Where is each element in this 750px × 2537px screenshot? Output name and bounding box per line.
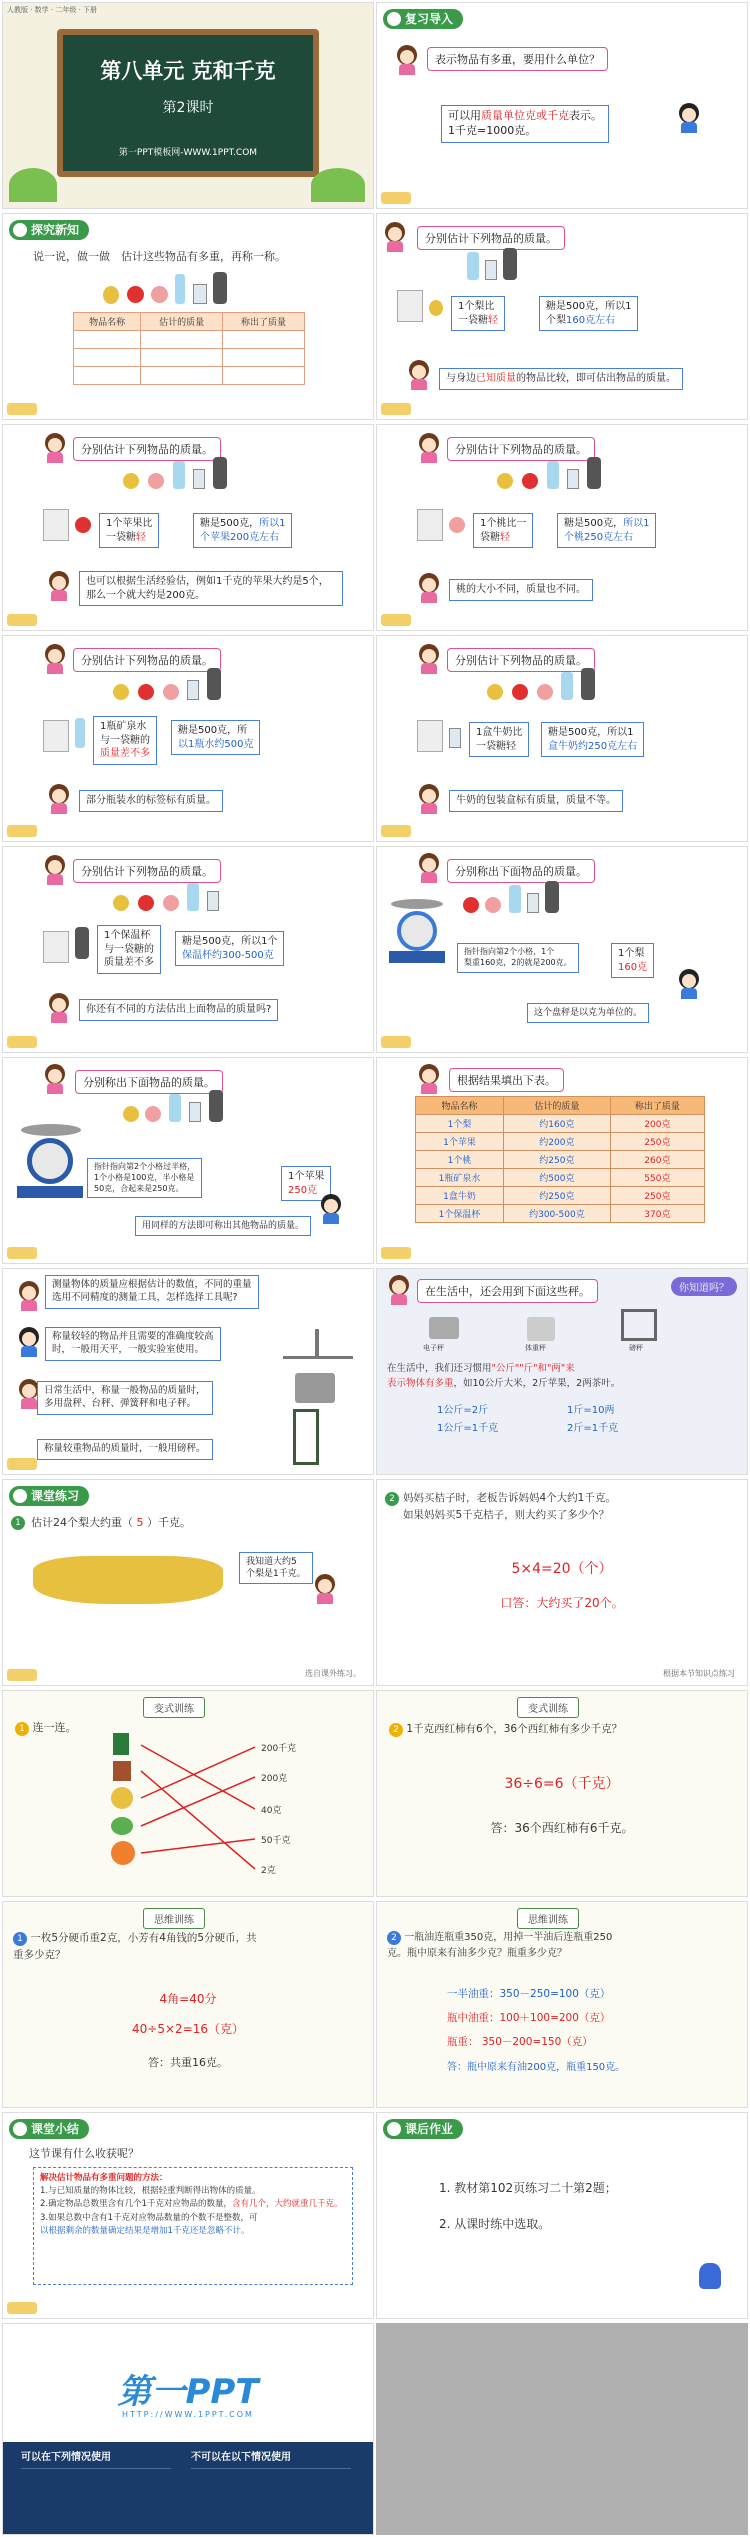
pear-icon — [113, 895, 129, 911]
page-title: 第八单元 克和千克 — [100, 59, 276, 83]
book-decoration — [381, 1036, 411, 1048]
result-box: 糖是500克，所 以1瓶水约500克 — [171, 720, 260, 755]
scale-label: 电子秤 — [423, 1344, 444, 1352]
slide-practice-1 — [2, 1479, 374, 1686]
girl-avatar — [417, 853, 441, 883]
girl-avatar — [47, 993, 71, 1023]
milk-box-icon — [485, 260, 497, 280]
book-decoration — [7, 1669, 37, 1681]
logo: 第一PPT — [117, 2372, 259, 2412]
milk-box-icon — [567, 469, 579, 489]
answer-box: 可以用质量单位克或千克表示。 1千克=1000克。 — [441, 105, 609, 143]
pear-icon — [113, 684, 129, 700]
slide-tools — [2, 1268, 374, 1475]
girl-avatar — [417, 433, 441, 463]
homework-2: 2. 从课时练中选取。 — [439, 2217, 551, 2231]
water-bottle-icon — [169, 1094, 181, 1122]
girl-avatar — [17, 1281, 41, 1311]
pear-icon — [123, 1106, 139, 1122]
character-decoration — [699, 2263, 721, 2289]
slide-estimate-pear — [376, 213, 748, 420]
peach-icon — [163, 684, 179, 700]
section-header: 复习导入 — [383, 9, 463, 29]
equation: 36÷6=6（千克） — [504, 1776, 620, 1792]
water-bottle-icon — [547, 461, 559, 489]
thinking-tag: 思维训练 — [517, 1908, 579, 1929]
tip-bubble: 分别估计下列物品的质量。 — [73, 648, 221, 672]
answer: 答：瓶中原来有油200克，瓶重150克。 — [447, 2062, 626, 2073]
thermos-icon — [587, 457, 601, 489]
pear-icon — [103, 286, 119, 304]
girl-avatar — [43, 644, 67, 674]
site-name: 第一PPT模板网-WWW.1PPT.COM — [118, 148, 258, 158]
equation-3: 瓶重： 350－200=150（克） — [447, 2036, 593, 2048]
tip-bubble: 在生活中，还会用到下面这些秤。 — [417, 1279, 598, 1303]
equation-2: 瓶中油重：100＋100=200（克） — [447, 2012, 611, 2024]
apple-icon — [512, 684, 528, 700]
table-row: 1盒牛奶 约250克 250克 — [416, 1187, 705, 1205]
thermos-icon — [581, 668, 595, 700]
scale-base — [17, 1186, 83, 1198]
girl-avatar — [395, 45, 419, 75]
thermos-icon — [209, 1090, 223, 1122]
section-header: 探究新知 — [9, 220, 89, 240]
milk-box-icon — [527, 893, 539, 913]
girl-avatar — [43, 433, 67, 463]
conversion-4: 2斤=1千克 — [567, 1423, 619, 1434]
slide-weigh-pear — [376, 846, 748, 1053]
note-box: 用同样的方法即可称出其他物品的质量。 — [135, 1216, 311, 1236]
note-box: 与身边已知质量的物品比较，即可估出物品的质量。 — [439, 368, 683, 390]
allowed-list — [21, 2468, 171, 2528]
book-decoration — [7, 1036, 37, 1048]
water-bottle-icon — [467, 252, 479, 280]
sugar-bag-icon — [43, 720, 69, 752]
match-option: 40克 — [261, 1806, 282, 1816]
pear-icon — [497, 473, 513, 489]
girl-avatar — [407, 360, 431, 390]
result-box: 1个苹果 250克 — [281, 1166, 331, 1201]
question-number: 2 — [385, 1492, 399, 1506]
book-decoration — [7, 614, 37, 626]
slide-thinking-2 — [376, 1901, 748, 2108]
table-row: 1个苹果 约200克 250克 — [416, 1133, 705, 1151]
milk-box-icon — [207, 891, 219, 911]
book-decoration — [381, 192, 411, 204]
girl-avatar — [417, 573, 441, 603]
water-bottle-icon — [509, 885, 521, 913]
tip-bubble: 分别估计下列物品的质量。 — [417, 226, 565, 250]
slide-estimate-peach — [376, 424, 748, 631]
tip-bubble: 分别估计下列物品的质量。 — [447, 437, 595, 461]
disallowed-list — [191, 2468, 351, 2528]
edition-badge: 人教版 · 数学 · 二年级 · 下册 — [7, 6, 98, 14]
question-text: 妈妈买桔子时，老板告诉妈妈4个大约1千克。 如果妈妈买5千克桔子，则大约买了多少个？ — [403, 1492, 616, 1521]
section-header: 课后作业 — [383, 2119, 463, 2139]
girl-avatar — [383, 222, 407, 252]
table-row: 1瓶矿泉水 约500克 550克 — [416, 1169, 705, 1187]
homework-1: 1. 教材第102页练习二十第2题； — [439, 2181, 617, 2195]
scale-pan — [391, 899, 443, 909]
result-box: 糖是500克，所以1 个桃250克左右 — [557, 513, 656, 548]
plant-decoration — [311, 168, 365, 202]
peach-icon — [148, 473, 164, 489]
result-box: 糖是500克，所以1 盒牛奶约250克左右 — [541, 722, 644, 757]
intro-text: 说一说，做一做 估计这些物品有多重，再称一称。 — [33, 250, 286, 263]
slide-explore — [2, 213, 374, 420]
book-decoration — [381, 1247, 411, 1259]
variant-tag: 变式训练 — [143, 1697, 205, 1718]
did-you-know-badge: 你知道吗？ — [671, 1277, 737, 1296]
table-header: 称出了质量 — [610, 1097, 704, 1115]
thermos-icon — [213, 272, 227, 304]
water-bottle-icon — [175, 274, 185, 304]
girl-avatar — [387, 1275, 411, 1305]
thermos-icon — [213, 457, 227, 489]
slide-homework — [376, 2112, 748, 2319]
compare-box: 1个保温杯 与一袋糖的 质量差不多 — [97, 925, 161, 974]
apple-icon — [138, 895, 154, 911]
allowed-title: 可以在下列情况使用 — [21, 2452, 111, 2463]
answer: 答：共重16克。 — [148, 2056, 228, 2069]
variant-tag: 变式训练 — [517, 1697, 579, 1718]
scale-dial — [27, 1138, 73, 1184]
tip-bubble: 分别估计下列物品的质量。 — [73, 437, 221, 461]
footer-panel — [3, 2442, 373, 2535]
thermos-icon — [207, 668, 221, 700]
explain-text: 在生活中，我们还习惯用"公斤""斤"和"两"来 表示物体有多重，如10公斤大米，2斤苹果，2两茶叶。 — [387, 1363, 621, 1390]
chalkboard — [57, 29, 319, 177]
empty-panel — [376, 2323, 748, 2535]
pears-image — [33, 1556, 223, 1604]
slide-review — [376, 2, 748, 209]
boy-avatar — [319, 1194, 343, 1224]
slide-estimate-apple — [2, 424, 374, 631]
book-decoration — [7, 2302, 37, 2314]
scale-pan — [21, 1124, 81, 1136]
apple-icon — [138, 684, 154, 700]
girl-avatar — [43, 855, 67, 885]
slide-variant-1 — [2, 1690, 374, 1897]
section-header: 课堂练习 — [9, 1486, 89, 1506]
result-table — [415, 1096, 705, 1223]
water-bottle-icon — [173, 461, 185, 489]
question-number: 1 — [11, 1516, 25, 1530]
answer: 答：36个西红柿有6千克。 — [490, 1821, 634, 1835]
table-header: 估计的质量 — [141, 313, 223, 331]
items-row — [63, 272, 343, 306]
thinking-tag: 思维训练 — [143, 1908, 205, 1929]
question-text: 2 一瓶油连瓶重350克，用掉一半油后连瓶重250 克。瓶中原来有油多少克？瓶重多少克？ — [387, 1932, 613, 1959]
girl-avatar — [47, 784, 71, 814]
peach-icon — [145, 1106, 161, 1122]
peach-icon — [485, 897, 501, 913]
slide-estimate-water — [2, 635, 374, 842]
book-decoration — [381, 825, 411, 837]
plant-decoration — [9, 168, 57, 202]
slide-variant-2 — [376, 1690, 748, 1897]
slide-weigh-apple — [2, 1057, 374, 1264]
girl-avatar — [313, 1574, 337, 1604]
peach-icon — [449, 517, 465, 533]
tip-bubble: 分别估计下列物品的质量。 — [73, 859, 221, 883]
book-decoration — [7, 1458, 37, 1470]
equation-1: 一半油重：350－250=100（克） — [447, 1988, 611, 2000]
question-text: 估计24个梨大约重（ 5 ）千克。 — [31, 1516, 191, 1529]
site-url: HTTP://WWW.1PPT.COM — [122, 2410, 254, 2419]
table-header: 物品名称 — [416, 1097, 504, 1115]
pear-icon — [487, 684, 503, 700]
result-box: 糖是500克，所以1 个苹果200克左右 — [193, 513, 292, 548]
electronic-scale-image — [295, 1373, 335, 1403]
girl-avatar — [417, 644, 441, 674]
slide-did-you-know — [376, 1268, 748, 1475]
estimate-table — [73, 312, 305, 385]
answer: 口答：大约买了20个。 — [500, 1596, 624, 1610]
apple-icon — [127, 286, 144, 303]
girl-avatar — [417, 784, 441, 814]
note-box: 日常生活中，称量一般物品的质量时， 多用盘秤、台秤、弹簧秤和电子秤。 — [37, 1381, 213, 1415]
result-box: 糖是500克，所以1 个梨160克左右 — [539, 296, 638, 331]
table-header: 估计的质量 — [504, 1097, 611, 1115]
scale-label: 体重秤 — [525, 1344, 546, 1352]
apple-icon — [522, 473, 538, 489]
question-box: 测量物体的质量应根据估计的数值，不同的重量 选用不同精度的测量工具，怎样选择工具呢? — [45, 1275, 259, 1309]
pear-icon — [429, 300, 443, 316]
footer-note: 选自课外练习。 — [305, 1669, 361, 1678]
note-box: 你还有不同的方法估出上面物品的质量吗? — [79, 999, 278, 1021]
platform-scale-image — [293, 1409, 319, 1465]
milk-box-icon — [193, 469, 205, 489]
book-decoration — [7, 1247, 37, 1259]
sugar-bag-icon — [43, 931, 69, 963]
balance-scale-image — [283, 1329, 353, 1359]
boy-avatar — [17, 1327, 41, 1357]
question-text: 1 一枚5分硬币重2克，小芳有4角钱的5分硬币，共 重多少克？ — [13, 1932, 257, 1961]
thermos-icon — [545, 881, 559, 913]
sugar-bag-icon — [417, 509, 443, 541]
milk-box-icon — [187, 680, 199, 700]
scale-dial — [397, 911, 437, 951]
apple-icon — [75, 517, 91, 533]
electronic-scale-image — [429, 1317, 459, 1339]
compare-box: 1个苹果比 一袋糖轻 — [99, 513, 159, 548]
sugar-bag-icon — [417, 720, 443, 752]
girl-avatar — [43, 1064, 67, 1094]
platform-scale-image — [621, 1309, 657, 1341]
girl-avatar — [417, 1064, 441, 1094]
question-text: 1 连一连。 — [15, 1719, 77, 1736]
table-row: 1个桃 约250克 260克 — [416, 1151, 705, 1169]
equation: 5×4=20（个） — [511, 1561, 613, 1577]
note-box: 指针指向第2个小格，1个 梨重160克，2的就是200克。 — [457, 943, 579, 973]
boy-avatar — [677, 103, 701, 133]
equation-2: 40÷5×2=16（克） — [132, 2022, 244, 2036]
book-decoration — [381, 403, 411, 415]
bathroom-scale-image — [527, 1317, 555, 1341]
milk-box-icon — [193, 284, 207, 304]
match-option: 200千克 — [261, 1744, 297, 1754]
slide-result-table — [376, 1057, 748, 1264]
question-bubble: 表示物品有多重，要用什么单位？ — [427, 47, 608, 71]
note-box: 部分瓶装水的标签标有质量。 — [79, 790, 223, 812]
thermos-icon — [503, 248, 517, 280]
thermos-icon — [75, 927, 89, 959]
book-decoration — [7, 825, 37, 837]
book-decoration — [7, 403, 37, 415]
peach-icon — [537, 684, 553, 700]
result-box: 1个梨 160克 — [611, 943, 654, 978]
sugar-bag-icon — [397, 290, 423, 322]
boy-avatar — [677, 969, 701, 999]
note-box: 也可以根据生活经验估，例如1千克的苹果大约是5个，那么一个就大约是200克。 — [79, 571, 343, 606]
equation-1: 4角=40分 — [159, 1992, 217, 2006]
question-text: 这节课有什么收获呢？ — [29, 2147, 139, 2160]
question-text: 2 1千克西红柿有6个，36个西红柿有多少千克？ — [389, 1721, 622, 1737]
tip-bubble: 分别估计下列物品的质量。 — [447, 648, 595, 672]
tip-bubble: 分别称出下面物品的质量。 — [75, 1070, 223, 1094]
slide-ending — [2, 2323, 374, 2535]
sugar-bag-icon — [43, 509, 69, 541]
table-header: 物品名称 — [74, 313, 141, 331]
match-lines — [3, 1691, 374, 1897]
section-header: 课堂小结 — [9, 2119, 89, 2139]
slide-estimate-milk — [376, 635, 748, 842]
water-bottle-icon — [75, 718, 85, 748]
pear-icon — [123, 473, 139, 489]
note-box: 指针指向第2个小格过半格， 1个小格是100克，半小格是 50克，合起来是250克。 — [87, 1158, 202, 1198]
scale-label: 磅秤 — [629, 1344, 643, 1352]
compare-box: 1个梨比 一袋糖轻 — [451, 296, 505, 331]
match-option: 200克 — [261, 1774, 288, 1784]
match-option: 2克 — [261, 1866, 276, 1876]
slide-summary — [2, 2112, 374, 2319]
conversion-1: 1公斤=2斤 — [437, 1405, 489, 1416]
tip-bubble: 根据结果填出下表。 — [449, 1068, 564, 1092]
table-row: 1个保温杯 约300-500克 370克 — [416, 1205, 705, 1223]
conversion-3: 1公斤=1千克 — [437, 1423, 499, 1434]
milk-box-icon — [189, 1102, 201, 1122]
slide-thinking-1 — [2, 1901, 374, 2108]
slide-title — [2, 2, 374, 209]
result-box: 糖是500克，所以1个 保温杯约300-500克 — [175, 931, 284, 966]
water-bottle-icon — [187, 883, 199, 911]
table-header: 称出了质量 — [223, 313, 305, 331]
disallowed-title: 不可以在以下情况使用 — [191, 2452, 291, 2463]
note-box: 称量较轻的物品并且需要的准确度较高 时，一般用天平，一般实验室使用。 — [45, 1327, 221, 1361]
lesson-number: 第2课时 — [162, 100, 214, 116]
apple-icon — [463, 897, 479, 913]
girl-avatar — [47, 571, 71, 601]
summary-box: 解决估计物品有多重问题的方法： 1.与已知质量的物体比较，根据轻重判断得出物体的质量。 2.确定物品总数里含有几个1千克对应物品的数量，含有几个，大约就重几千克。 3.如果总数中含有1千克对应物品数量的个数不是整数，可 以根据剩余的数量确定结果是增加1千克还是忽略不计。 — [33, 2167, 353, 2285]
note-box: 牛奶的包装盒标有质量，质量不等。 — [449, 790, 623, 812]
match-option: 50千克 — [261, 1836, 291, 1846]
peach-icon — [151, 286, 168, 303]
note-box: 桃的大小不同，质量也不同。 — [449, 579, 593, 601]
hint-box: 我知道大约5 个梨是1千克。 — [239, 1552, 313, 1584]
compare-box: 1个桃比一 袋糖轻 — [473, 513, 533, 548]
book-decoration — [381, 614, 411, 626]
milk-box-icon — [449, 728, 461, 748]
water-bottle-icon — [561, 672, 573, 700]
slide-practice-2 — [376, 1479, 748, 1686]
conversion-2: 1斤=10两 — [567, 1405, 615, 1416]
compare-box: 1瓶矿泉水 与一袋糖的 质量差不多 — [93, 716, 157, 765]
compare-box: 1盒牛奶比 一袋糖轻 — [469, 722, 529, 757]
tip-bubble: 分别称出下面物品的质量。 — [447, 859, 595, 883]
note-box: 这个盘秤是以克为单位的。 — [527, 1003, 649, 1023]
table-row: 1个梨 约160克 200克 — [416, 1115, 705, 1133]
peach-icon — [163, 895, 179, 911]
note-box: 称量较重物品的质量时，一般用磅秤。 — [37, 1439, 213, 1460]
footer-note: 根据本节知识点练习 — [663, 1669, 735, 1678]
slide-estimate-thermos — [2, 846, 374, 1053]
scale-base — [389, 951, 445, 963]
